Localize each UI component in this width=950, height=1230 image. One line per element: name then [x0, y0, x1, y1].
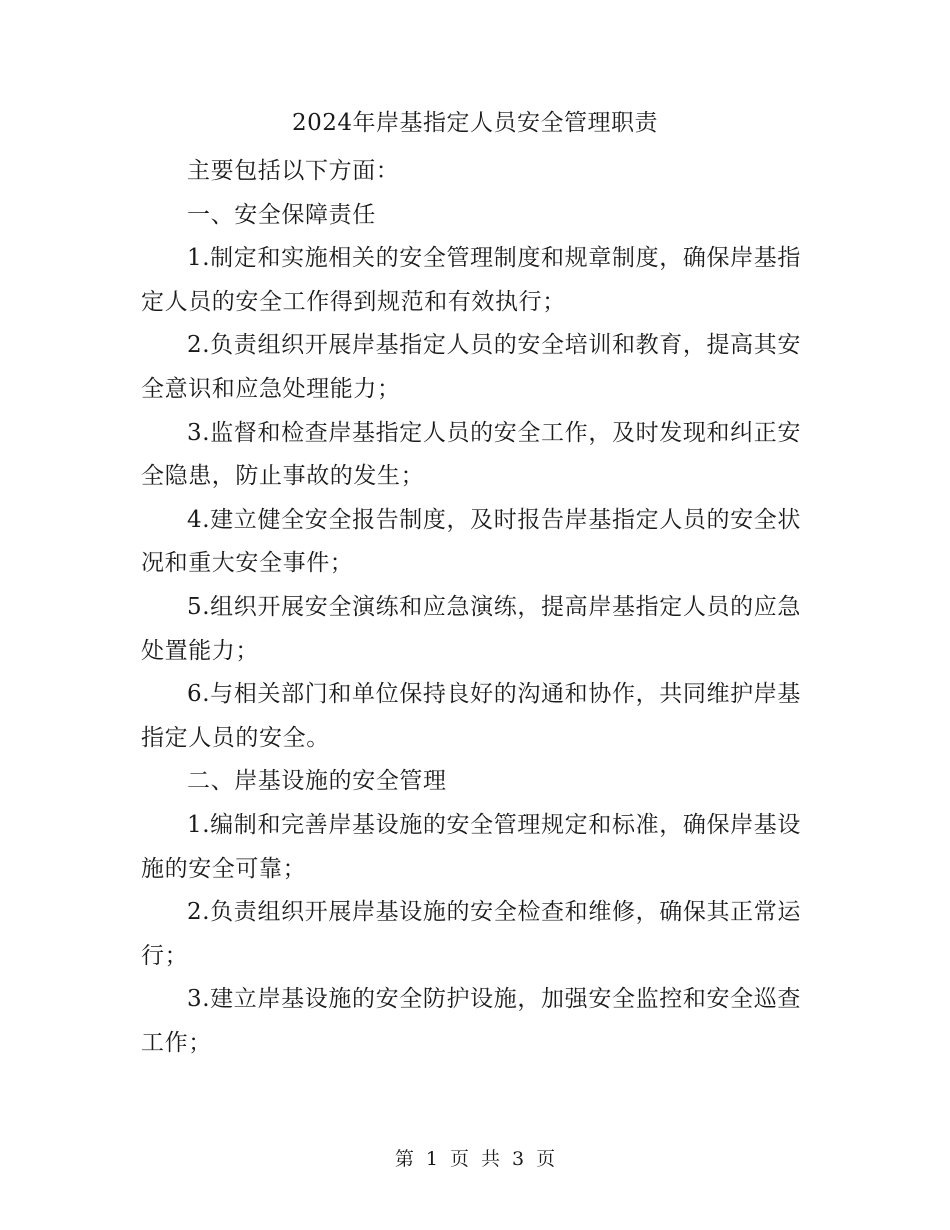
paragraph-item: 4.建立健全安全报告制度，及时报告岸基指定人员的安全状况和重大安全事件；: [141, 506, 801, 577]
document-body: [141, 150, 801, 1065]
paragraph-item: 1.制定和实施相关的安全管理制度和规章制度，确保岸基指定人员的安全工作得到规范和有效执行；: [141, 245, 801, 315]
document-title: 2024年岸基指定人员安全管理职责: [291, 110, 659, 136]
paragraph-item: 3.建立岸基设施的安全防护设施，加强安全监控和安全巡查工作；: [141, 986, 801, 1056]
paragraph-item: 6.与相关部门和单位保持良好的沟通和协作，共同维护岸基指定人员的安全。: [141, 681, 801, 751]
paragraph-item: 2.负责组织开展岸基指定人员的安全培训和教育，提高其安全意识和应急处理能力；: [141, 332, 801, 402]
paragraph-item: 3.监督和检查岸基指定人员的安全工作，及时发现和纠正安全隐患，防止事故的发生；: [141, 419, 801, 490]
section-heading-1: 一、安全保障责任: [187, 201, 376, 228]
paragraph-item: 5.组织开展安全演练和应急演练，提高岸基指定人员的应急处置能力；: [141, 593, 801, 664]
page-number-footer: 第 1 页 共 3 页: [394, 1148, 556, 1170]
paragraph-item: 2.负责组织开展岸基设施的安全检查和维修，确保其正常运行；: [141, 899, 801, 969]
section-heading-2: 二、岸基设施的安全管理: [187, 768, 447, 795]
paragraph-item: 1.编制和完善岸基设施的安全管理规定和标准，确保岸基设施的安全可靠；: [141, 811, 801, 882]
paragraph-intro: 主要包括以下方面：: [187, 158, 400, 184]
